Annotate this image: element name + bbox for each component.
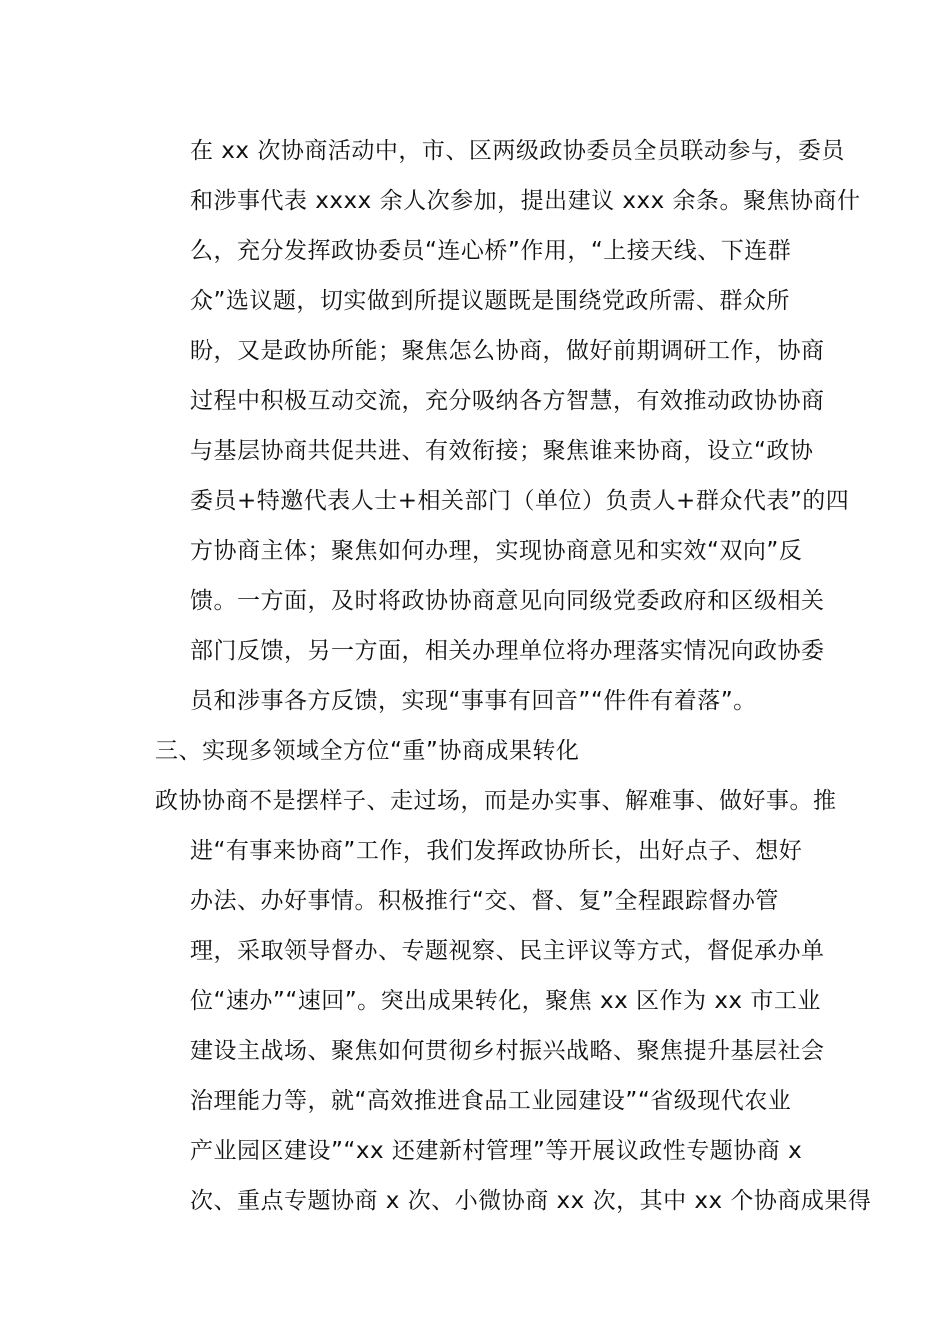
text-line: 产业园区建设”“xx 还建新村管理”等开展议政性专题协商 x bbox=[190, 1138, 803, 1164]
text-line: 和涉事代表 xxxx 余人次参加，提出建议 xxx 余条。聚焦协商什 bbox=[190, 188, 861, 214]
text-line: 理，采取领导督办、专题视察、民主评议等方式，督促承办单 bbox=[190, 938, 825, 964]
text-line: 治理能力等，就“高效推进食品工业园建设”“省级现代农业 bbox=[190, 1088, 792, 1114]
text-line: 方协商主体；聚焦如何办理，实现协商意见和实效“双向”反 bbox=[190, 538, 803, 564]
text-line: 过程中积极互动交流，充分吸纳各方智慧，有效推动政协协商 bbox=[190, 388, 825, 414]
text-line: 位“速办”“速回”。突出成果转化，聚焦 xx 区作为 xx 市工业 bbox=[190, 988, 821, 1014]
text-line: 与基层协商共促共进、有效衔接；聚焦谁来协商，设立“政协 bbox=[190, 438, 814, 464]
text-line: 盼，又是政协所能；聚焦怎么协商，做好前期调研工作，协商 bbox=[190, 338, 825, 364]
text-line: 委员+特邀代表人士+相关部门（单位）负责人+群众代表”的四 bbox=[190, 488, 850, 514]
text-line: 进“有事来协商”工作，我们发挥政协所长，出好点子、想好 bbox=[190, 838, 803, 864]
text-line: 员和涉事各方反馈，实现“事事有回音”“件件有着落”。 bbox=[190, 688, 757, 714]
text-line: 政协协商不是摆样子、走过场，而是办实事、解难事、做好事。推 bbox=[155, 788, 837, 814]
text-line: 建设主战场、聚焦如何贯彻乡村振兴战略、聚焦提升基层社会 bbox=[190, 1038, 825, 1064]
text-line: 办法、办好事情。积极推行“交、督、复”全程跟踪督办管 bbox=[190, 888, 779, 914]
text-line: 馈。一方面，及时将政协协商意见向同级党委政府和区级相关 bbox=[190, 588, 825, 614]
section-heading: 三、实现多领域全方位“重”协商成果转化 bbox=[155, 738, 580, 764]
text-line: 在 xx 次协商活动中，市、区两级政协委员全员联动参与，委员 bbox=[190, 138, 845, 164]
text-line: 部门反馈，另一方面，相关办理单位将办理落实情况向政协委 bbox=[190, 638, 825, 664]
text-line: 么，充分发挥政协委员“连心桥”作用，“上接天线、下连群 bbox=[190, 238, 792, 264]
text-line: 次、重点专题协商 x 次、小微协商 xx 次，其中 xx 个协商成果得 bbox=[190, 1188, 872, 1214]
text-line: 众”选议题，切实做到所提议题既是围绕党政所需、群众所 bbox=[190, 288, 790, 314]
